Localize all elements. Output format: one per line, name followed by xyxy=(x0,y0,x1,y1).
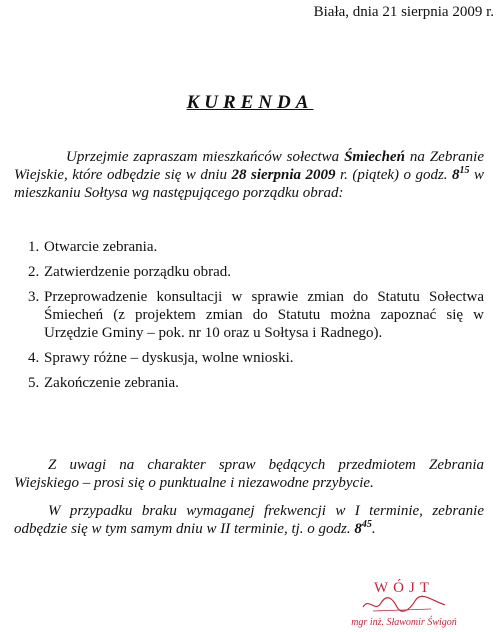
signature-stamp xyxy=(324,580,484,628)
agenda-item-text: Zatwierdzenie porządku obrad. xyxy=(44,264,231,280)
meeting-date: 28 sierpnia 2009 xyxy=(231,167,336,183)
quorum-note: W przypadku braku wymaganej frekwencji w I terminie, zebranie odbędzie się w tym samym dniu w II terminie, tj. o godz. $8^{45}$. xyxy=(14,503,484,537)
agenda-item xyxy=(28,263,484,281)
agenda-item xyxy=(28,349,484,367)
agenda-item-text: Przeprowadzenie konsultacji w sprawie zmian do Statutu Sołectwa Śmiecheń (z projektem zmian do Statutu można zapoznać się w Urzędzie Gminy – pok. nr 10 oraz u Sołtysa i Radnego). xyxy=(44,289,484,341)
agenda-item-text: Otwarcie zebrania. xyxy=(44,239,158,255)
agenda-item-text: Zakończenie zebrania. xyxy=(44,375,179,391)
village-name: Śmiecheń xyxy=(344,149,405,165)
stamp-role: WÓJT xyxy=(374,580,434,596)
agenda-item-number: 3. xyxy=(28,289,40,305)
agenda-item xyxy=(28,238,484,256)
document-title: KURENDA xyxy=(186,92,314,113)
agenda-item xyxy=(28,374,484,392)
intro-text-1: Uprzejmie zapraszam mieszkańców sołectwa xyxy=(66,149,345,165)
agenda-list xyxy=(28,238,484,399)
meeting-hour: $8^{15}$ xyxy=(452,165,470,183)
agenda-item-number: 1. xyxy=(28,239,40,255)
intro-paragraph xyxy=(14,148,484,202)
intro-text-3: r. (piątek) o godz. xyxy=(335,167,453,183)
agenda-item-number: 5. xyxy=(28,375,40,391)
signature-scribble-icon xyxy=(359,595,449,615)
stamp-name: mgr inż. Sławomir Świgoń xyxy=(351,617,457,628)
agenda-item-number: 2. xyxy=(28,264,40,280)
agenda-item-text: Sprawy różne – dyskusja, wolne wnioski. xyxy=(44,350,294,366)
punctuality-note: Z uwagi na charakter spraw będących przedmiotem Zebrania Wiejskiego – prosi się o punktualne i niezawodne przybycie. xyxy=(14,457,484,491)
intro-text-2: na Zebranie Wiejskie, które odbędzie się w dniu xyxy=(14,149,484,183)
intro-text-4: w mieszkaniu Sołtysa wg następującego porządku obrad: xyxy=(14,167,484,201)
second-term-hour: $8^{45}$ xyxy=(354,519,372,537)
agenda-item-number: 4. xyxy=(28,350,40,366)
agenda-item xyxy=(28,288,484,342)
dateline: Biała, dnia 21 sierpnia 2009 r. xyxy=(313,4,494,20)
